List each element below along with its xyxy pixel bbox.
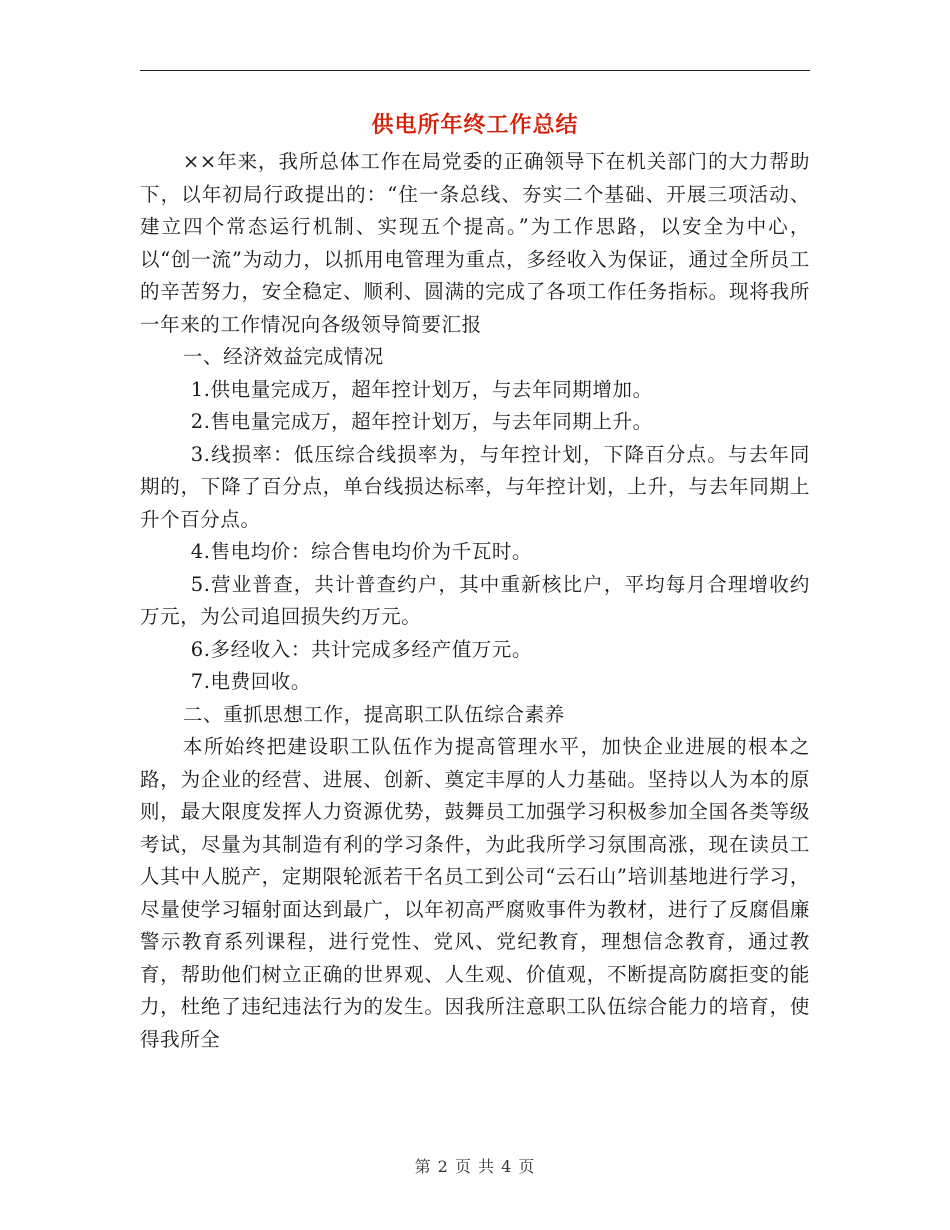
section-heading-2: 二、重抓思想工作，提高职工队伍综合素养 xyxy=(182,702,565,726)
list-item: 2.售电量完成万，超年控计划万，与去年同期上升。 xyxy=(190,410,653,433)
header-rule xyxy=(140,70,810,71)
list-item: 5.营业普查，共计普查约户，其中重新核比户，平均每月合理增收约万元，为公司追回损失约万元。 xyxy=(140,572,810,628)
list-item: 1.供电量完成万，超年控计划万，与去年同期增加。 xyxy=(190,377,653,401)
page-number: 第 2 页 共 4 页 xyxy=(414,1157,536,1176)
list-item: 4.售电均价：综合售电均价为千瓦时。 xyxy=(190,540,533,563)
body-paragraph: 本所始终把建设职工队伍作为提高管理水平，加快企业进展的根本之路，为企业的经营、进展、创新、奠定丰厚的人力基础。坚持以人为本的原则，最大限度发挥人力资源优势，鼓舞员工加强学习积极参加全国各类等级考试，尽量为其制造有利的学习条件，为此我所学习氛围高涨，现在读员工人其中人脱产，定期限轮派若干名员工到公司“云石山”培训基地进行学习，尽量使学习辐射面达到最广，以年初高严腐败事件为教材，进行了反腐倡廉警示教育系列课程，进行党性、党风、党纪教育，理想信念教育，通过教育，帮助他们树立正确的世界观、人生观、价值观，不断提高防腐拒变的能力，杜绝了违纪违法行为的发生。因我所注意职工队伍综合能力的培育，使得我所全 xyxy=(140,735,810,1051)
list-item: 7.电费回收。 xyxy=(190,670,311,693)
list-item: 3.线损率：低压综合线损率为，与年控计划，下降百分点。与去年同期的，下降了百分点，单台线损达标率，与年控计划，上升，与去年同期上升个百分点。 xyxy=(140,442,810,531)
intro-paragraph: ××年来，我所总体工作在局党委的正确领导下在机关部门的大力帮助下，以年初局行政提出的：“住一条总线、夯实二个基础、开展三项活动、建立四个常态运行机制、实现五个提高。”为工作思路，以安全为中心，以“创一流”为动力，以抓用电管理为重点，多经收入为保证，通过全所员工的辛苦努力，安全稳定、顺利、圆满的完成了各项工作任务指标。现将我所一年来的工作情况向各级领导简要汇报 xyxy=(140,150,810,336)
list-item: 6.多经收入：共计完成多经产值万元。 xyxy=(190,637,533,661)
document-title: 供电所年终工作总结 xyxy=(371,112,579,138)
section-heading-1: 一、经济效益完成情况 xyxy=(182,345,384,368)
document-body xyxy=(140,146,810,1056)
